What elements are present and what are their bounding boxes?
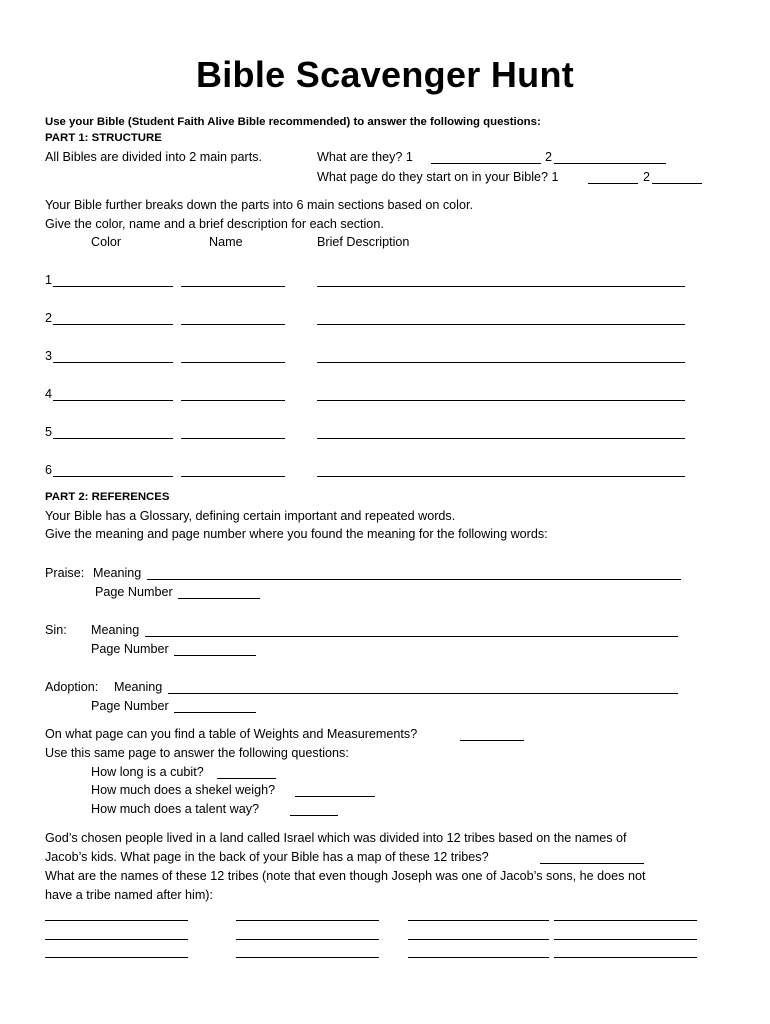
part1-heading: PART 1: STRUCTURE — [45, 132, 162, 144]
tribe-blank[interactable] — [554, 957, 697, 958]
tribe-blank[interactable] — [236, 957, 379, 958]
row-number: 3 — [45, 349, 53, 363]
page-1-blank[interactable] — [588, 183, 638, 184]
praise-page-blank[interactable] — [178, 598, 260, 599]
description-blank[interactable] — [317, 362, 685, 363]
name-blank[interactable] — [181, 362, 285, 363]
tribe-blank[interactable] — [408, 920, 549, 921]
use-same-text: Use this same page to answer the following questions: — [45, 746, 349, 760]
sin-label: Sin: — [45, 623, 67, 637]
tribe-blank[interactable] — [45, 939, 188, 940]
part2-heading: PART 2: REFERENCES — [45, 491, 170, 503]
page-number-label: Page Number — [91, 642, 169, 656]
tribe-blank[interactable] — [236, 939, 379, 940]
adoption-page-blank[interactable] — [174, 712, 256, 713]
name-blank[interactable] — [181, 438, 285, 439]
shekel-blank[interactable] — [295, 796, 375, 797]
tribes-text-2: Jacob’s kids. What page in the back of your Bible has a map of these 12 tribes? — [45, 850, 489, 864]
talent-question: How much does a talent way? — [91, 802, 260, 816]
shekel-question: How much does a shekel weigh? — [91, 783, 276, 797]
tribe-blank[interactable] — [236, 920, 379, 921]
description-blank[interactable] — [317, 438, 685, 439]
tribe-blank[interactable] — [554, 920, 697, 921]
what-are-label: What are they? 1 — [317, 150, 413, 164]
tribe-blank[interactable] — [554, 939, 697, 940]
description-blank[interactable] — [317, 286, 685, 287]
map-page-blank[interactable] — [540, 863, 644, 864]
column-color: Color — [91, 235, 122, 249]
meaning-label: Meaning — [91, 623, 140, 637]
tribes-text-4: have a tribe named after him): — [45, 888, 213, 902]
page-number-label: Page Number — [91, 699, 169, 713]
cubit-blank[interactable] — [217, 778, 276, 779]
row-number: 5 — [45, 425, 53, 439]
color-blank[interactable] — [53, 438, 173, 439]
divided-text: All Bibles are divided into 2 main parts. — [45, 150, 263, 164]
name-blank[interactable] — [181, 400, 285, 401]
meaning-label: Meaning — [114, 680, 163, 694]
color-blank[interactable] — [53, 324, 173, 325]
adoption-label: Adoption: — [45, 680, 99, 694]
give-text: Give the color, name and a brief description for each section. — [45, 217, 384, 231]
page-2-blank[interactable] — [652, 183, 702, 184]
page-title: Bible Scavenger Hunt — [195, 54, 575, 95]
tribe-blank[interactable] — [408, 957, 549, 958]
description-blank[interactable] — [317, 324, 685, 325]
talent-blank[interactable] — [290, 815, 338, 816]
description-blank[interactable] — [317, 476, 685, 477]
tribes-text-3: What are the names of these 12 tribes (note that even though Joseph was one of Jacob’s sons, he does not — [45, 869, 646, 883]
what-page-2-label: 2 — [643, 170, 651, 184]
column-name: Name — [209, 235, 243, 249]
adoption-meaning-blank[interactable] — [168, 693, 678, 694]
name-blank[interactable] — [181, 286, 285, 287]
give-meaning-text: Give the meaning and page number where you found the meaning for the following words: — [45, 527, 548, 541]
row-number: 4 — [45, 387, 53, 401]
breaks-text: Your Bible further breaks down the parts into 6 main sections based on color. — [45, 198, 473, 212]
tribe-blank[interactable] — [45, 957, 188, 958]
praise-meaning-blank[interactable] — [147, 579, 681, 580]
row-number: 2 — [45, 311, 53, 325]
praise-label: Praise: — [45, 566, 85, 580]
intro-instructions: Use your Bible (Student Faith Alive Bible recommended) to answer the following questions: — [45, 116, 541, 128]
part-2-blank[interactable] — [554, 163, 666, 164]
color-blank[interactable] — [53, 476, 173, 477]
tribe-blank[interactable] — [45, 920, 188, 921]
row-number: 6 — [45, 463, 53, 477]
weights-page-blank[interactable] — [460, 740, 524, 741]
sin-page-blank[interactable] — [174, 655, 256, 656]
name-blank[interactable] — [181, 476, 285, 477]
color-blank[interactable] — [53, 362, 173, 363]
description-blank[interactable] — [317, 400, 685, 401]
part-1-blank[interactable] — [431, 163, 541, 164]
row-number: 1 — [45, 273, 53, 287]
glossary-text: Your Bible has a Glossary, defining certain important and repeated words. — [45, 509, 456, 523]
what-page-label: What page do they start on in your Bible? 1 — [317, 170, 559, 184]
what-are-2-label: 2 — [545, 150, 553, 164]
page-number-label: Page Number — [95, 585, 173, 599]
cubit-question: How long is a cubit? — [91, 765, 204, 779]
sin-meaning-blank[interactable] — [145, 636, 678, 637]
name-blank[interactable] — [181, 324, 285, 325]
color-blank[interactable] — [53, 286, 173, 287]
weights-question: On what page can you find a table of Weights and Measurements? — [45, 727, 418, 741]
column-description: Brief Description — [317, 235, 410, 249]
color-blank[interactable] — [53, 400, 173, 401]
meaning-label: Meaning — [93, 566, 142, 580]
tribes-text-1: God’s chosen people lived in a land called Israel which was divided into 12 tribes based on the names of — [45, 831, 627, 845]
tribe-blank[interactable] — [408, 939, 549, 940]
